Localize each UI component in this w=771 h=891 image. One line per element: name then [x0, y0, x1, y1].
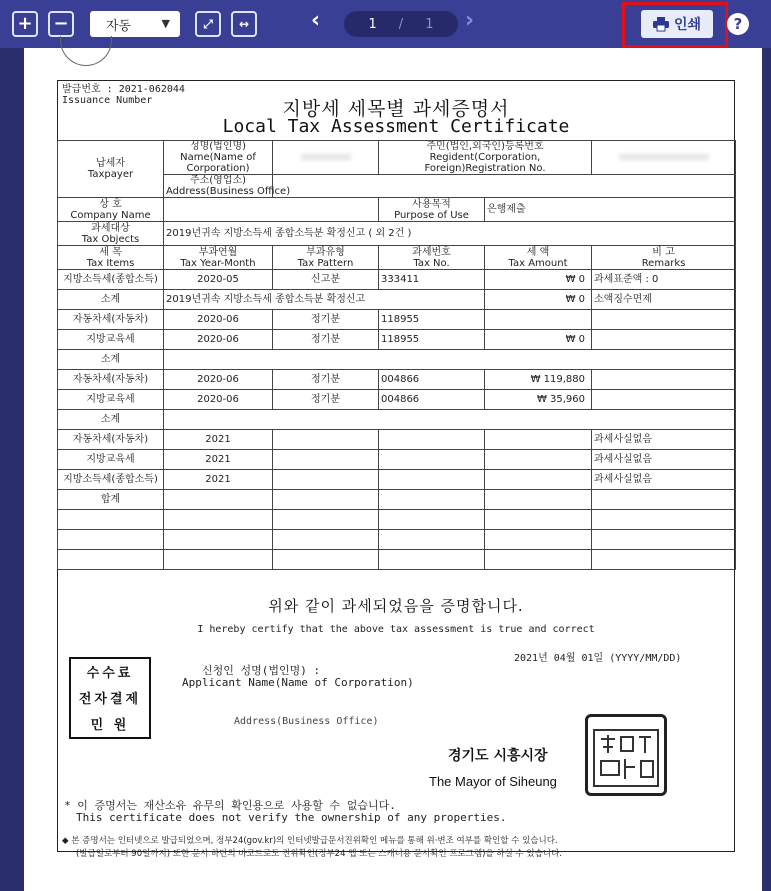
cell: 지방교육세	[58, 450, 164, 470]
table-row	[58, 530, 736, 550]
plus-icon: +	[17, 13, 33, 34]
certify-statement-en: I hereby certify that the above tax assessment is true and correct	[197, 624, 595, 635]
table-row	[58, 470, 736, 490]
mayor-name-en: The Mayor of Siheung	[429, 774, 557, 789]
cell: ₩ 119,880	[485, 370, 592, 390]
cell	[379, 550, 485, 570]
page-separator: /	[398, 16, 404, 32]
applicant-address: Address(Business Office)	[234, 716, 379, 727]
cell: 과세표준액 : 0	[592, 270, 736, 290]
table-row	[58, 410, 736, 430]
cell: ₩ 0	[485, 270, 592, 290]
cell	[592, 370, 736, 390]
cell: 소계	[58, 290, 164, 310]
cell: 118955	[379, 310, 485, 330]
cell	[58, 530, 164, 550]
name-label: 성명(법인명) Name(Name of Corporation)	[164, 141, 273, 175]
cell	[592, 390, 736, 410]
cell	[273, 550, 379, 570]
cell	[592, 550, 736, 570]
cell: 소액징수면제	[592, 290, 736, 310]
cell	[592, 530, 736, 550]
cell: 2021	[164, 450, 273, 470]
purpose-label: 사용목적 Purpose of Use	[379, 198, 485, 222]
official-seal	[585, 714, 667, 796]
tax-objects-label: 과세대상 Tax Objects	[58, 222, 164, 246]
printer-icon	[653, 17, 669, 31]
footnote-line-1: ◆ 본 증명서는 인터넷으로 발급되었으며, 정부24(gov.kr)의 인터넷발급문서진위확인 메뉴를 통해 위·변조 여부를 확인할 수 있습니다.	[62, 836, 558, 846]
redacted-number	[619, 154, 709, 160]
help-icon: ?	[733, 15, 743, 33]
cell: 신고분	[273, 270, 379, 290]
table-row	[58, 370, 736, 390]
cell	[58, 510, 164, 530]
print-label: 인쇄	[673, 17, 702, 33]
cell: 과세사실없음	[592, 470, 736, 490]
issue-date: 2021년 04월 01일 (YYYY/MM/DD)	[514, 653, 682, 664]
cell: 자동차세(자동차)	[58, 310, 164, 330]
header-tax-year-month: 부과연월 Tax Year-Month	[164, 246, 273, 270]
table-row	[58, 310, 736, 330]
cell	[273, 490, 379, 510]
header-remarks: 비 고 Remarks	[592, 246, 736, 270]
cell: 118955	[379, 330, 485, 350]
zoom-value: 자동	[106, 18, 132, 34]
taxpayer-label: 납세자 Taxpayer	[58, 141, 164, 198]
company-value	[164, 198, 379, 222]
zoom-select[interactable]	[90, 11, 180, 37]
cell: 2021	[164, 470, 273, 490]
pdf-toolbar	[0, 0, 771, 48]
cell: 지방소득세(종합소득)	[58, 470, 164, 490]
cell	[485, 510, 592, 530]
page-indicator[interactable]	[344, 11, 458, 37]
issuance-number-en: Issuance Number	[62, 95, 153, 106]
mayor-name-ko: 경기도 시흥시장	[448, 748, 548, 764]
cell	[485, 430, 592, 450]
cell	[485, 310, 592, 330]
cell: 2021	[164, 430, 273, 450]
cell	[379, 530, 485, 550]
redacted-name	[301, 154, 351, 160]
note	[64, 800, 506, 824]
table-row	[58, 390, 736, 410]
table-row	[58, 350, 736, 370]
fit-page-icon: ⤢	[203, 17, 213, 31]
table-row	[58, 550, 736, 570]
cell: ₩ 0	[485, 330, 592, 350]
title-english: Local Tax Assessment Certificate	[222, 116, 570, 137]
seal-icon	[591, 727, 661, 789]
cell: 2019년귀속 지방소득세 종합소득분 확정신고	[164, 290, 485, 310]
cell	[592, 510, 736, 530]
cell: 정기분	[273, 390, 379, 410]
applicant-label-ko: 신청인 성명(법인명) :	[202, 664, 321, 677]
next-page-button[interactable]	[465, 8, 474, 33]
minus-icon: −	[53, 13, 69, 34]
issuance-number-ko: 발급번호 : 2021-062044	[62, 84, 185, 95]
fit-width-button[interactable]	[231, 11, 257, 37]
tax-objects-value: 2019년귀속 지방소득세 종합소득분 확정신고 ( 외 2건 )	[164, 222, 736, 246]
cell: 지방교육세	[58, 390, 164, 410]
cell	[592, 310, 736, 330]
cell: 지방교육세	[58, 330, 164, 350]
certify-statement-ko: 위와 같이 과세되었음을 증명합니다.	[268, 597, 524, 615]
table-header-row	[58, 246, 736, 270]
cell	[485, 450, 592, 470]
cell	[164, 510, 273, 530]
name-value	[273, 141, 379, 175]
cell: 2020-06	[164, 330, 273, 350]
cell	[379, 430, 485, 450]
note-en: This certificate does not verify the ownership of any properties.	[76, 811, 507, 824]
cell	[164, 350, 736, 370]
cell	[379, 450, 485, 470]
cell: 004866	[379, 370, 485, 390]
cell	[164, 550, 273, 570]
cell	[485, 530, 592, 550]
cell: 자동차세(자동차)	[58, 430, 164, 450]
cell: 004866	[379, 390, 485, 410]
cell: 2020-06	[164, 390, 273, 410]
cell: 과세사실없음	[592, 450, 736, 470]
resident-number-label: 주민(법인,외국인)등록번호 Regident(Corporation, Foreign)Registration No.	[379, 141, 592, 175]
current-page[interactable]: 1	[368, 16, 377, 32]
cell	[273, 510, 379, 530]
help-button[interactable]	[727, 13, 749, 35]
fee-line-3: 민 원	[90, 718, 130, 733]
print-button[interactable]	[641, 10, 713, 38]
cell	[273, 470, 379, 490]
cell	[379, 470, 485, 490]
cell: 2020-06	[164, 310, 273, 330]
cell: 과세사실없음	[592, 430, 736, 450]
fee-line-1: 수수료	[86, 666, 134, 681]
cell: 2020-05	[164, 270, 273, 290]
total-pages: 1	[425, 16, 434, 32]
fee-line-2: 전자결제	[78, 692, 142, 707]
address-value	[273, 175, 736, 198]
title-korean: 지방세 세목별 과세증명서	[282, 98, 510, 120]
purpose-value: 은행제출	[485, 198, 736, 222]
fit-page-button[interactable]	[195, 11, 221, 37]
cell: 합계	[58, 490, 164, 510]
cell	[164, 490, 273, 510]
header-tax-pattern: 부과유형 Tax Pattern	[273, 246, 379, 270]
resident-number-value	[592, 141, 736, 175]
zoom-out-button[interactable]	[48, 11, 74, 37]
chevron-down-icon: ▼	[161, 17, 170, 30]
prev-page-button[interactable]	[311, 8, 320, 33]
note-ko: * 이 증명서는 재산소유 유무의 확인용으로 사용할 수 없습니다.	[64, 799, 396, 812]
cell	[273, 430, 379, 450]
cell	[485, 490, 592, 510]
cell	[164, 530, 273, 550]
cell	[485, 550, 592, 570]
cell: ₩ 0	[485, 290, 592, 310]
cell	[485, 470, 592, 490]
cell: 소계	[58, 410, 164, 430]
cell	[379, 510, 485, 530]
address-label: 주소(영업소) Address(Business Office)	[164, 175, 273, 198]
cell: ₩ 35,960	[485, 390, 592, 410]
cell: 정기분	[273, 310, 379, 330]
table-row	[58, 430, 736, 450]
company-label: 상 호 Company Name	[58, 198, 164, 222]
fee-box	[69, 657, 151, 739]
tax-table	[57, 140, 736, 570]
cell	[58, 550, 164, 570]
header-tax-amount: 세 액 Tax Amount	[485, 246, 592, 270]
header-tax-items: 세 목 Tax Items	[58, 246, 164, 270]
applicant-block	[182, 665, 414, 689]
header-tax-no: 과세번호 Tax No.	[379, 246, 485, 270]
cell: 2020-06	[164, 370, 273, 390]
footnote-line-2: (발급일로부터 90일까지) 또한 문서 하단의 바코드로도 진위확인(정부24 앱 또는 스캐너용 문서확인 프로그램)을 하실 수 있습니다.	[76, 849, 562, 859]
chevron-right-icon: ›	[465, 8, 475, 33]
table-row	[58, 510, 736, 530]
cell: 소계	[58, 350, 164, 370]
cell	[164, 410, 736, 430]
cell: 정기분	[273, 370, 379, 390]
table-row	[58, 270, 736, 290]
applicant-label-en: Applicant Name(Name of Corporation)	[182, 676, 414, 689]
cell	[592, 330, 736, 350]
cell	[273, 530, 379, 550]
table-row	[58, 490, 736, 510]
seal-top-partial	[60, 36, 112, 66]
table-row	[58, 290, 736, 310]
cell: 지방소득세(종합소득)	[58, 270, 164, 290]
table-row	[58, 450, 736, 470]
cell	[273, 450, 379, 470]
document-page	[24, 48, 762, 891]
zoom-in-button[interactable]	[12, 11, 38, 37]
cell: 자동차세(자동차)	[58, 370, 164, 390]
cell	[379, 490, 485, 510]
table-row	[58, 330, 736, 350]
fit-width-icon: ↔	[238, 17, 250, 31]
chevron-left-icon: ‹	[311, 8, 321, 33]
cell: 333411	[379, 270, 485, 290]
cell	[592, 490, 736, 510]
cell: 정기분	[273, 330, 379, 350]
footnote	[62, 835, 562, 861]
